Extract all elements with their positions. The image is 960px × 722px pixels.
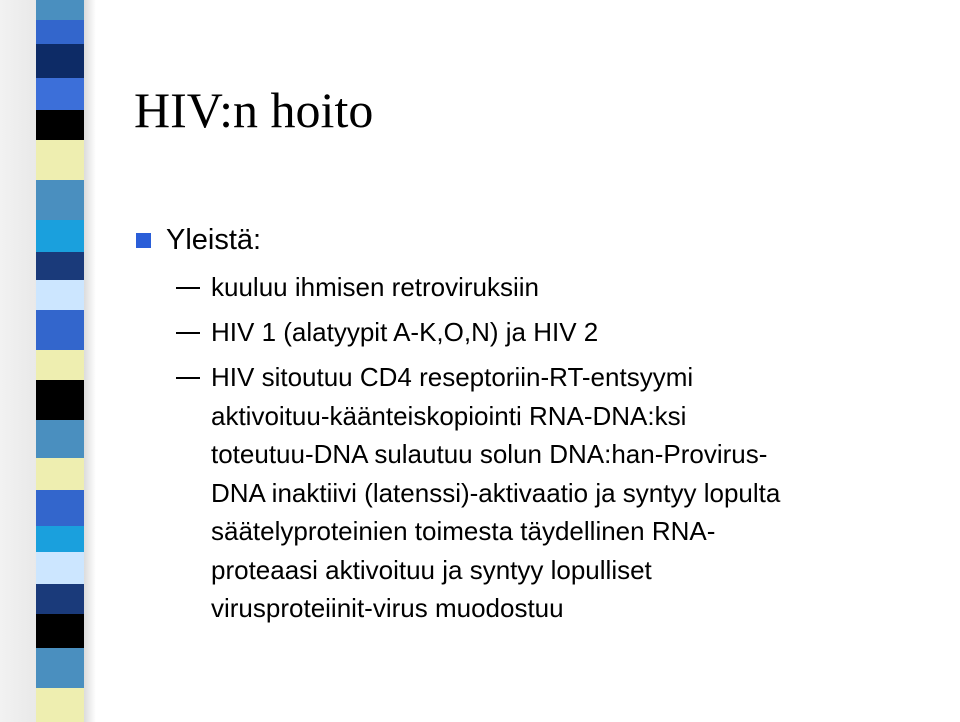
stripe-block (36, 526, 84, 552)
stripe-block (36, 0, 84, 20)
text-line: HIV sitoutuu CD4 reseptoriin-RT-entsyymi (211, 362, 694, 392)
stripe-block (36, 490, 84, 526)
stripe-block (36, 44, 84, 78)
stripe-block (36, 252, 84, 280)
stripe-block (36, 280, 84, 310)
stripe-block (36, 220, 84, 252)
stripe-block (36, 180, 84, 220)
dash-bullet-icon (176, 377, 200, 379)
text-line: aktivoituu-käänteiskopiointi RNA-DNA:ksi (211, 400, 687, 431)
dash-bullet-icon (176, 287, 200, 289)
text-line: DNA inaktiivi (latenssi)-aktivaatio ja syntyy lopulta (211, 477, 781, 508)
square-bullet-icon (136, 233, 151, 248)
stripe-block (36, 614, 84, 648)
stripe-block (36, 420, 84, 458)
main-bullet (136, 220, 261, 260)
stripe-block (36, 584, 84, 614)
text-line: toteutuu-DNA sulautuu solun DNA:han-Provirus- (211, 439, 768, 469)
text-line: HIV 1 (alatyypit A-K,O,N) ja HIV 2 (211, 317, 599, 347)
main-bullet-text: Yleistä: (166, 224, 262, 256)
text-line: säätelyproteinien toimesta täydellinen RNA- (211, 516, 716, 546)
decorative-stripe (36, 0, 84, 722)
stripe-block (36, 380, 84, 420)
sub-bullet-text (211, 268, 931, 307)
stripe-block (36, 552, 84, 584)
stripe-block (36, 78, 84, 110)
stripe-shadow (84, 0, 96, 722)
stripe-block (36, 310, 84, 350)
text-line: kuuluu ihmisen retroviruksiin (211, 272, 540, 302)
stripe-block (36, 110, 84, 140)
sub-bullet-text (211, 313, 931, 352)
stripe-block (36, 648, 84, 688)
slide-title: HIV:n hoito (134, 82, 374, 138)
stripe-block (36, 20, 84, 44)
dash-bullet-icon (176, 332, 200, 334)
left-margin-shadow (0, 0, 36, 722)
text-line: virusproteiinit-virus muodostuu (211, 593, 564, 623)
stripe-block (36, 458, 84, 490)
text-line: proteaasi aktivoituu ja syntyy lopulliset (211, 554, 652, 585)
sub-bullet-text (211, 358, 931, 628)
stripe-block (36, 350, 84, 380)
stripe-block (36, 140, 84, 180)
stripe-block (36, 688, 84, 722)
